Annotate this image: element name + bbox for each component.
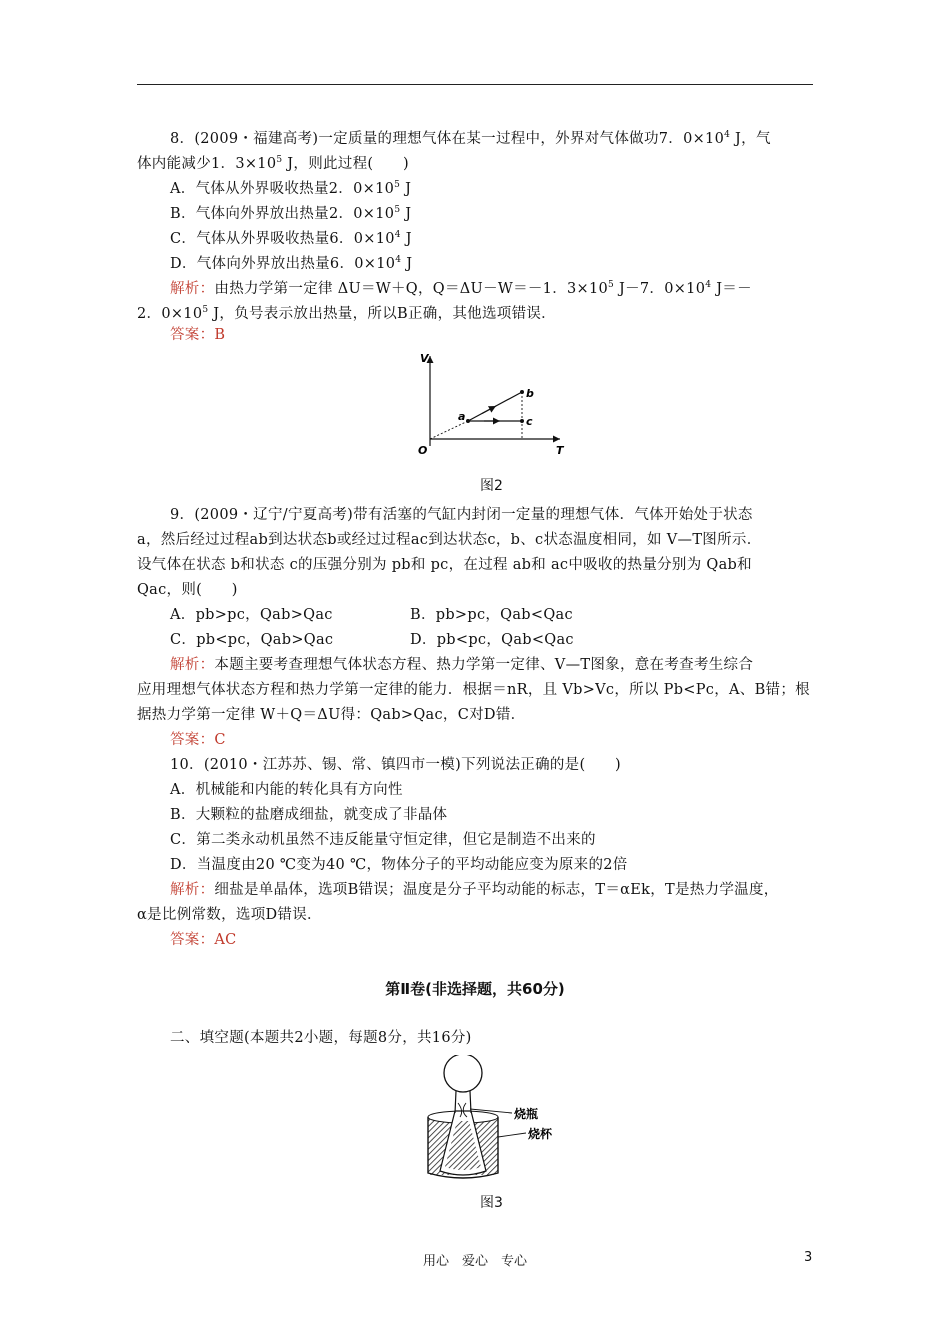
q8-sup: 4 [724,130,731,140]
analysis-text: J，负号表示放出热量，所以B正确，其他选项错误． [208,306,556,322]
q10-option-d: D．当温度由20 ℃变为40 ℃，物体分子的平均动能应变为原来的2倍 [170,857,628,873]
option-sup: 4 [394,230,401,240]
analysis-text: J－7．0×10 [614,281,706,297]
q10-analysis-line2: α是比例常数，选项D错误． [137,907,322,923]
q9-line4: Qac，则( ) [137,582,238,598]
q10-option-c: C．第二类永动机虽然不违反能量守恒定律，但它是制造不出来的 [170,832,596,848]
q8-analysis-line2 [137,300,556,324]
beaker-label-leader [498,1133,526,1137]
state-b-point [520,390,524,394]
q10-analysis-line1 [170,880,779,900]
option-sup: 4 [395,255,402,265]
state-c-point [520,419,524,423]
q8-option-d [170,250,412,274]
q9-analysis-line1 [170,655,753,675]
state-b-label: b [526,387,534,400]
q9-option-d: D．pb<pc，Qab<Qac [410,632,574,648]
q8-text: 8．(2009・福建高考)一定质量的理想气体在某一过程中，外界对气体做功7．0×10 [170,131,725,147]
q10-answer: 答案：AC [170,932,237,948]
figure-2-vt-graph [410,348,570,458]
figure-3-flask-beaker [420,1055,570,1185]
state-c-label: c [526,415,533,428]
footer-text: 用心 爱心 专心 [422,1254,527,1269]
q9-option-b: B．pb>pc，Qab<Qac [410,607,573,623]
option-unit: J [400,231,412,247]
q8-answer: 答案：B [170,327,226,343]
option-text: C．气体从外界吸收热量6．0×10 [170,231,395,247]
option-sup: 5 [394,180,401,190]
option-text: B．气体向外界放出热量2．0×10 [170,206,395,222]
analysis-sup: 5 [608,280,615,290]
origin-label: O [418,444,428,457]
q9-line1: 9．(2009・辽宁/宁夏高考)带有活塞的气缸内封闭一定量的理想气体．气体开始处于状态 [170,507,753,523]
analysis-text: J＝－ [711,281,752,297]
state-a-point [466,419,470,423]
analysis-sup: 5 [202,305,209,315]
analysis-text: 2．0×10 [137,306,203,322]
q8-option-a [170,175,411,199]
analysis-text: 本题主要考查理想气体状态方程、热力学第一定律、V—T图象，意在考查考生综合 [214,657,754,673]
q8-analysis-line1 [170,275,752,299]
option-sup: 5 [394,205,401,215]
header-rule [137,84,813,85]
q9-option-a: A．pb>pc，Qab>Qac [170,607,333,623]
q9-analysis-line3: 据热力学第一定律 W＋Q＝ΔU得：Qab>Qac，C对D错． [137,707,526,723]
v-axis-label: V [420,352,429,365]
q10-line1: 10．(2010・江苏苏、锡、常、镇四市一模)下列说法正确的是( ) [170,757,621,773]
origin-dashed-line [430,421,468,439]
q8-option-b [170,200,411,224]
section-title: 第Ⅱ卷(非选择题，共60分) [385,980,565,998]
flask-label: 烧瓶 [514,1107,539,1121]
q8-text: 体内能减少1．3×10 [137,156,277,172]
option-unit: J [400,206,412,222]
analysis-label: 解析： [170,281,215,297]
analysis-sup: 4 [705,280,712,290]
q9-answer: 答案：C [170,732,226,748]
option-unit: J [401,256,413,272]
option-unit: J [400,181,412,197]
page-number: 3 [804,1250,813,1265]
q10-option-b: B．大颗粒的盐磨成细盐，就变成了非晶体 [170,807,448,823]
state-a-label: a [458,410,466,423]
option-text: D．气体向外界放出热量6．0×10 [170,256,396,272]
figure-3-caption: 图3 [480,1195,503,1211]
q10-option-a: A．机械能和内能的转化具有方向性 [170,782,403,798]
beaker-label: 烧杯 [528,1127,553,1141]
q8-sup: 5 [276,155,283,165]
analysis-label: 解析： [170,657,215,673]
part2-heading: 二、填空题(本题共2小题，每题8分，共16分) [170,1030,472,1046]
analysis-label: 解析： [170,882,215,898]
q8-text: J，则此过程( ) [282,156,409,172]
option-text: A．气体从外界吸收热量2．0×10 [170,181,395,197]
q8-text: J，气 [730,131,771,147]
flask-bulb [444,1055,482,1092]
q9-analysis-line2: 应用理想气体状态方程和热力学第一定律的能力．根据＝nR，且 Vb>Vc，所以 Pb<Pc，A、B错；根 [137,682,810,698]
analysis-text: 由热力学第一定律 ΔU＝W＋Q，Q＝ΔU－W＝－1．3×10 [214,281,609,297]
q9-line2: a，然后经过过程ab到达状态b或经过过程ac到达状态c，b、c状态温度相同，如 V—T图所示． [137,532,762,548]
process-ab-arrow [482,406,496,414]
analysis-text: 细盐是单晶体，选项B错误；温度是分子平均动能的标志，T＝αEk，T是热力学温度， [214,882,779,898]
t-axis-label: T [556,444,564,457]
q8-line1 [170,125,771,149]
q9-option-c: C．pb<pc，Qab>Qac [170,632,334,648]
q9-line3: 设气体在状态 b和状态 c的压强分别为 pb和 pc，在过程 ab和 ac中吸收的热量分别为 Qab和 [137,557,752,573]
q8-option-c [170,225,412,249]
q8-line2 [137,150,409,174]
figure-2-caption: 图2 [480,478,503,494]
